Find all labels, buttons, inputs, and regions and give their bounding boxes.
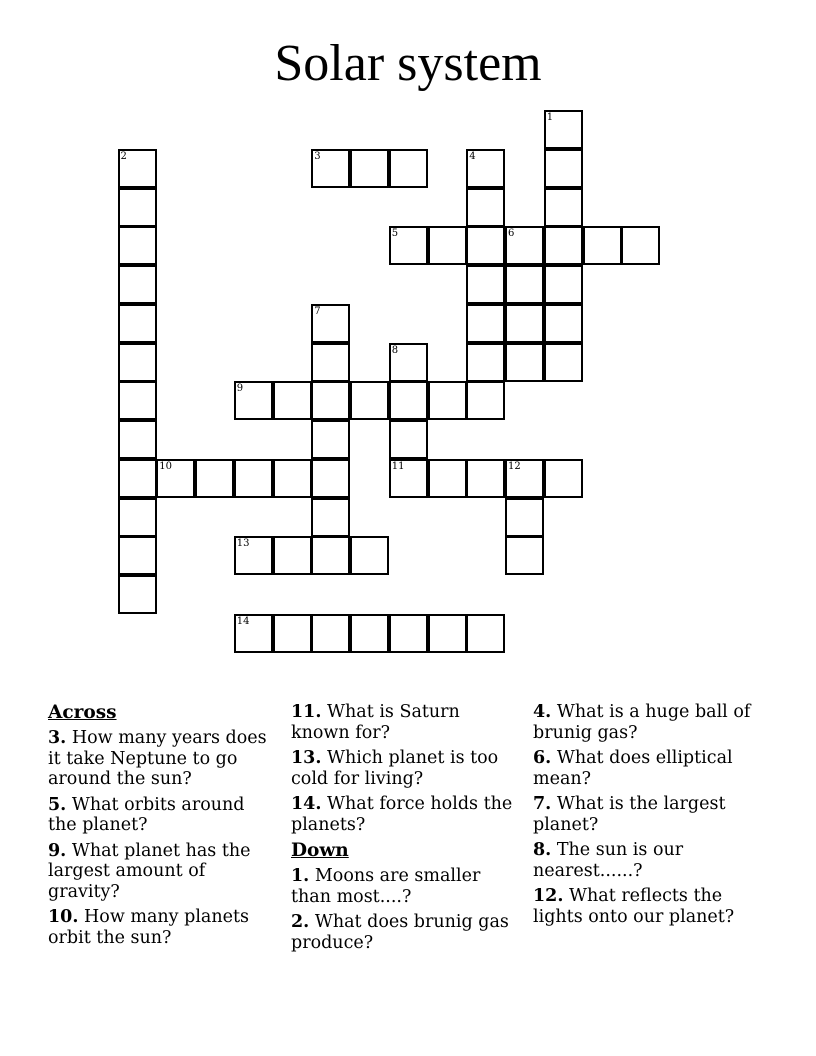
clue-number: 2. bbox=[291, 912, 310, 932]
cell-number: 7 bbox=[314, 305, 321, 317]
crossword-cell[interactable] bbox=[389, 420, 428, 459]
crossword-cell[interactable] bbox=[273, 459, 312, 498]
crossword-cell[interactable] bbox=[544, 226, 583, 265]
clue-number: 12. bbox=[533, 886, 564, 906]
clue-number: 6. bbox=[533, 748, 552, 768]
crossword-cell[interactable] bbox=[118, 575, 157, 614]
crossword-cell[interactable] bbox=[544, 149, 583, 188]
crossword-cell[interactable] bbox=[311, 304, 350, 343]
crossword-cell[interactable] bbox=[428, 459, 467, 498]
clue-text: What is Saturn known for? bbox=[291, 702, 460, 743]
clue-text: What is a huge ball of brunig gas? bbox=[533, 702, 751, 743]
cell-number: 12 bbox=[508, 460, 521, 472]
cell-number: 1 bbox=[546, 112, 554, 123]
crossword-cell[interactable] bbox=[544, 343, 583, 382]
clue-text: Moons are smaller than most....? bbox=[291, 866, 481, 907]
crossword-cell[interactable] bbox=[466, 614, 505, 653]
clue-text: What does elliptical mean? bbox=[533, 748, 733, 789]
crossword-cell[interactable] bbox=[311, 381, 350, 420]
crossword-cell[interactable] bbox=[273, 381, 312, 420]
cell-number: 10 bbox=[159, 460, 172, 472]
clue-text: What planet has the largest amount of gravity? bbox=[48, 840, 251, 902]
crossword-cell[interactable] bbox=[234, 536, 273, 575]
clue-down-7 bbox=[533, 794, 773, 835]
clue-across-13 bbox=[291, 748, 521, 789]
crossword-cell[interactable] bbox=[389, 614, 428, 653]
down-heading: Down bbox=[291, 840, 349, 861]
clue-column-2 bbox=[291, 702, 521, 958]
cell-number: 8 bbox=[391, 344, 399, 356]
crossword-cell[interactable] bbox=[583, 226, 622, 265]
crossword-cell[interactable] bbox=[505, 343, 544, 382]
clue-across-5 bbox=[48, 795, 278, 836]
crossword-cell[interactable] bbox=[350, 614, 389, 653]
clue-down-2 bbox=[291, 912, 521, 953]
crossword-cell[interactable] bbox=[544, 110, 583, 149]
clue-down-8 bbox=[533, 840, 773, 881]
crossword-cell[interactable] bbox=[389, 149, 428, 188]
crossword-cell[interactable] bbox=[118, 381, 157, 420]
crossword-cell[interactable] bbox=[466, 304, 505, 343]
crossword-cell[interactable] bbox=[118, 265, 157, 304]
cell-number: 5 bbox=[391, 228, 399, 240]
crossword-cell[interactable] bbox=[118, 343, 157, 382]
crossword-cell[interactable] bbox=[118, 304, 157, 343]
crossword-cell[interactable] bbox=[428, 614, 467, 653]
clue-text: What force holds the planets? bbox=[291, 794, 513, 835]
crossword-cell[interactable] bbox=[466, 265, 505, 304]
crossword-cell[interactable] bbox=[505, 536, 544, 575]
cell-number: 6 bbox=[508, 228, 515, 240]
crossword-cell[interactable] bbox=[621, 226, 660, 265]
clue-number: 13. bbox=[291, 748, 322, 768]
crossword-cell[interactable] bbox=[350, 381, 389, 420]
clue-number: 8. bbox=[533, 840, 552, 860]
cell-number: 4 bbox=[469, 150, 476, 162]
cell-number: 14 bbox=[236, 615, 250, 627]
clue-down-12 bbox=[533, 886, 773, 927]
crossword-cell[interactable] bbox=[389, 226, 428, 265]
crossword-cell[interactable] bbox=[195, 459, 234, 498]
clue-text: What reflects the lights onto our planet? bbox=[533, 886, 735, 927]
clue-text: How many planets orbit the sun? bbox=[48, 907, 249, 948]
crossword-cell[interactable] bbox=[466, 149, 505, 188]
crossword-cell[interactable] bbox=[234, 459, 273, 498]
crossword-cell[interactable] bbox=[118, 188, 157, 227]
crossword-cell[interactable] bbox=[466, 343, 505, 382]
clue-text: What orbits around the planet? bbox=[48, 794, 245, 835]
clue-across-3 bbox=[48, 728, 278, 790]
crossword-cell[interactable] bbox=[118, 149, 157, 188]
clue-number: 7. bbox=[533, 794, 552, 814]
crossword-cell[interactable] bbox=[350, 149, 389, 188]
cell-number: 13 bbox=[236, 538, 250, 550]
clue-down-6 bbox=[533, 748, 773, 789]
crossword-cell[interactable] bbox=[389, 343, 428, 382]
crossword-cell[interactable] bbox=[273, 614, 312, 653]
crossword-cell[interactable] bbox=[234, 381, 273, 420]
crossword-cell[interactable] bbox=[350, 536, 389, 575]
clue-number: 5. bbox=[48, 794, 67, 815]
crossword-cell[interactable] bbox=[505, 226, 544, 265]
crossword-cell[interactable] bbox=[311, 498, 350, 537]
crossword-cell[interactable] bbox=[428, 381, 467, 420]
crossword-cell[interactable] bbox=[311, 536, 350, 575]
clue-text: How many years does it take Neptune to go around the sun? bbox=[48, 728, 267, 789]
crossword-cell[interactable] bbox=[389, 381, 428, 420]
clue-across-11 bbox=[291, 702, 521, 743]
cell-number: 2 bbox=[120, 150, 127, 162]
crossword-cell[interactable] bbox=[428, 226, 467, 265]
clue-down-1 bbox=[291, 866, 521, 907]
clue-number: 9. bbox=[48, 840, 67, 861]
clue-number: 4. bbox=[533, 702, 552, 722]
clue-column-3 bbox=[533, 702, 773, 932]
crossword-cell[interactable] bbox=[505, 498, 544, 537]
crossword-cell[interactable] bbox=[273, 536, 312, 575]
crossword-cell[interactable] bbox=[311, 614, 350, 653]
crossword-cell[interactable] bbox=[311, 343, 350, 382]
crossword-cell[interactable] bbox=[505, 265, 544, 304]
clue-list bbox=[0, 702, 816, 1002]
across-heading: Across bbox=[48, 702, 117, 723]
crossword-cell[interactable] bbox=[118, 536, 157, 575]
clue-text: The sun is our nearest......? bbox=[533, 840, 684, 881]
crossword-cell[interactable] bbox=[311, 149, 350, 188]
clue-text: What does brunig gas produce? bbox=[291, 912, 509, 953]
puzzle-title: Solar system bbox=[274, 35, 542, 92]
crossword-cell[interactable] bbox=[234, 614, 273, 653]
crossword-cell[interactable] bbox=[118, 498, 157, 537]
crossword-cell[interactable] bbox=[466, 381, 505, 420]
crossword-cell[interactable] bbox=[544, 188, 583, 227]
crossword-cell[interactable] bbox=[505, 304, 544, 343]
clue-column-1 bbox=[48, 702, 278, 953]
clue-number: 10. bbox=[48, 907, 79, 927]
clue-number: 14. bbox=[291, 794, 322, 814]
cell-number: 11 bbox=[391, 460, 405, 472]
clue-across-9 bbox=[48, 841, 278, 903]
crossword-cell[interactable] bbox=[156, 459, 195, 498]
clue-across-14 bbox=[291, 794, 521, 835]
clue-number: 1. bbox=[291, 866, 310, 886]
crossword-cell[interactable] bbox=[118, 420, 157, 459]
cell-number: 3 bbox=[314, 150, 321, 162]
crossword-cell[interactable] bbox=[118, 226, 157, 265]
cell-number: 9 bbox=[236, 383, 244, 395]
crossword-cell[interactable] bbox=[544, 459, 583, 498]
crossword-cell[interactable] bbox=[505, 459, 544, 498]
clue-number: 3. bbox=[48, 728, 67, 748]
crossword-cell[interactable] bbox=[118, 459, 157, 498]
crossword-cell[interactable] bbox=[544, 265, 583, 304]
crossword-cell[interactable] bbox=[389, 459, 428, 498]
crossword-cell[interactable] bbox=[466, 188, 505, 227]
crossword-cell[interactable] bbox=[466, 226, 505, 265]
clue-number: 11. bbox=[291, 702, 322, 722]
crossword-cell[interactable] bbox=[311, 459, 350, 498]
crossword-cell[interactable] bbox=[311, 420, 350, 459]
crossword-cell[interactable] bbox=[466, 459, 505, 498]
crossword-cell[interactable] bbox=[544, 304, 583, 343]
clue-across-10 bbox=[48, 907, 278, 948]
clue-down-4 bbox=[533, 702, 773, 743]
clue-text: What is the largest planet? bbox=[533, 794, 726, 835]
clue-text: Which planet is too cold for living? bbox=[291, 748, 499, 789]
